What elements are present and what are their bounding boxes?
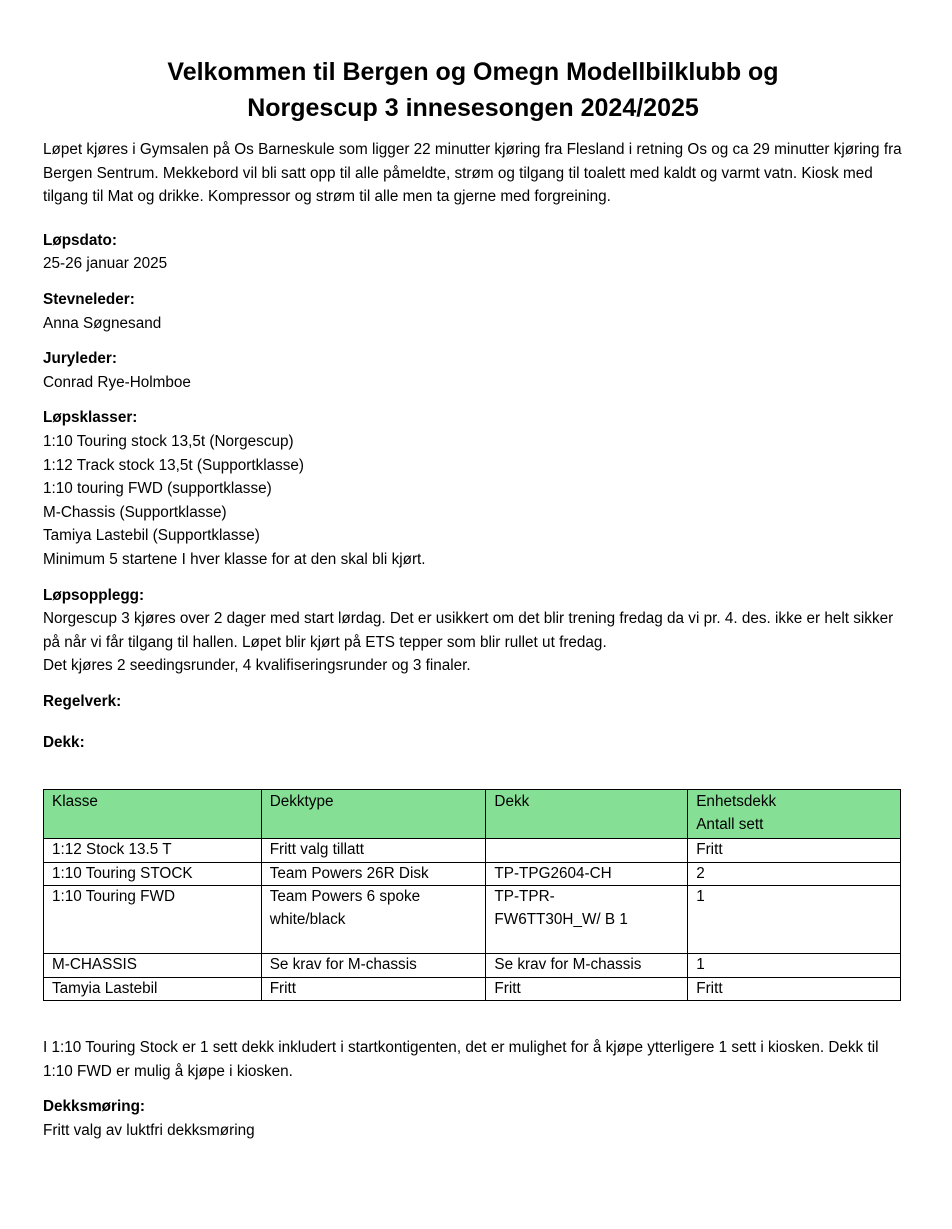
table-cell: TP-TPG2604-CH (486, 862, 688, 886)
race-format-section (43, 584, 903, 678)
jury-leader-value: Conrad Rye-Holmboe (43, 373, 191, 391)
table-cell: 1 (688, 886, 901, 954)
race-class-line: Tamiya Lastebil (Supportklasse) (43, 527, 260, 545)
table-row (44, 954, 901, 978)
race-director-label: Stevneleder: (43, 290, 135, 308)
table-cell: 1:10 Touring FWD (44, 886, 262, 954)
table-cell: Fritt (688, 839, 901, 863)
table-cell: 1:10 Touring STOCK (44, 862, 262, 886)
table-cell: Fritt (486, 977, 688, 1001)
header-spec-tire-line2: Antall sett (696, 815, 764, 833)
table-cell: Tamyia Lastebil (44, 977, 262, 1001)
table-cell (486, 839, 688, 863)
table-cell: Fritt valg tillatt (261, 839, 486, 863)
header-tire: Dekk (486, 790, 688, 839)
race-format-label: Løpsopplegg: (43, 586, 145, 604)
table-cell: 2 (688, 862, 901, 886)
intro-paragraph: Løpet kjøres i Gymsalen på Os Barneskule som ligger 22 minutter kjøring fra Flesland i retning Os og ca 29 minutter kjøring fra Bergen Sentrum. Mekkebord vil bli satt opp til alle påmeldte, strøm og tilgang til toalett med kaldt og varmt vatn. Kiosk med tilgang til Mat og drikke. Kompressor og strøm til alle men ta gjerne med forgreining. (43, 141, 902, 206)
race-director-section (43, 288, 903, 335)
jury-leader-section (43, 347, 903, 394)
table-cell (261, 886, 486, 954)
cell-line: TP-TPR- (494, 888, 555, 906)
table-cell: Fritt (261, 977, 486, 1001)
race-class-line: 1:12 Track stock 13,5t (Supportklasse) (43, 456, 305, 474)
cell-line: white/black (269, 910, 346, 928)
document-page (43, 54, 903, 1154)
table-cell: 1:12 Stock 13.5 T (44, 839, 262, 863)
table-row (44, 886, 901, 954)
rules-label: Regelverk: (43, 692, 122, 710)
table-row (44, 839, 901, 863)
race-class-line: 1:10 touring FWD (supportklasse) (43, 480, 272, 498)
table-header-row (44, 790, 901, 839)
header-tire-type: Dekktype (261, 790, 486, 839)
tires-table (43, 789, 901, 1001)
table-cell: M-CHASSIS (44, 954, 262, 978)
table-row (44, 862, 901, 886)
race-classes-section (43, 406, 903, 571)
race-class-minimum-note: Minimum 5 startene I hver klasse for at den skal bli kjørt. (43, 550, 426, 568)
title-line-2: Norgescup 3 innesesongen 2024/2025 (247, 94, 699, 122)
table-cell: Se krav for M-chassis (486, 954, 688, 978)
race-date-value: 25-26 januar 2025 (43, 255, 168, 273)
jury-leader-label: Juryleder: (43, 350, 117, 368)
race-director-value: Anna Søgnesand (43, 314, 162, 332)
header-spec-tire (688, 790, 901, 839)
header-spec-tire-line1: Enhetsdekk (696, 793, 777, 811)
tire-lube-label: Dekksmøring: (43, 1098, 146, 1116)
table-row (44, 977, 901, 1001)
cell-line: Team Powers 6 spoke (269, 888, 421, 906)
race-date-label: Løpsdato: (43, 231, 117, 249)
cell-line: FW6TT30H_W/ B 1 (494, 910, 628, 928)
race-format-rounds: Det kjøres 2 seedingsrunder, 4 kvalifiseringsrunder og 3 finaler. (43, 657, 471, 675)
table-cell: Fritt (688, 977, 901, 1001)
race-classes-label: Løpsklasser: (43, 409, 138, 427)
tires-note-paragraph: I 1:10 Touring Stock er 1 sett dekk inkludert i startkontigenten, det er mulighet for å kjøpe ytterligere 1 sett i kiosken. Dekk til 1:10 FWD er mulig å kjøpe i kiosken. (43, 1039, 879, 1080)
race-format-text: Norgescup 3 kjøres over 2 dager med start lørdag. Det er usikkert om det blir trening fredag da vi pr. 4. des. ikke er helt sikker på når vi får tilgang til hallen. Løpet blir kjørt på ETS tepper som blir rullet ut fredag. (43, 610, 894, 651)
table-cell (486, 886, 688, 954)
race-class-line: 1:10 Touring stock 13,5t (Norgescup) (43, 432, 294, 450)
title-line-1: Velkommen til Bergen og Omegn Modellbilklubb og (167, 58, 779, 86)
race-date-section (43, 229, 903, 276)
tire-lube-section (43, 1095, 903, 1142)
race-class-line: M-Chassis (Supportklasse) (43, 503, 227, 521)
page-title (43, 54, 903, 126)
header-class: Klasse (44, 790, 262, 839)
tires-label: Dekk: (43, 734, 85, 752)
table-cell: Team Powers 26R Disk (261, 862, 486, 886)
table-cell: 1 (688, 954, 901, 978)
tire-lube-value: Fritt valg av luktfri dekksmøring (43, 1121, 255, 1139)
table-cell: Se krav for M-chassis (261, 954, 486, 978)
